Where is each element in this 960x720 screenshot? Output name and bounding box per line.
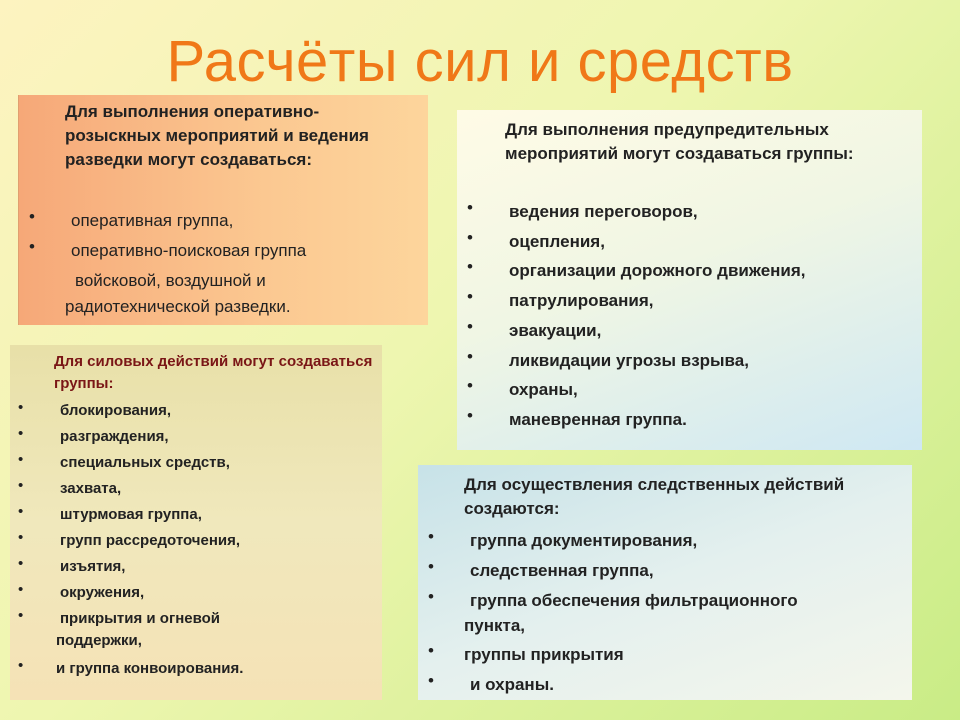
slide-title: Расчёты сил и средств bbox=[166, 29, 794, 94]
bullet-icon: • bbox=[29, 237, 35, 256]
force-item: и группа конвоирования. bbox=[56, 660, 244, 677]
bullet-icon: • bbox=[467, 317, 473, 336]
force-item: штурмовая группа, bbox=[60, 506, 202, 523]
force-heading: Для силовых действий могут создаваться группы: bbox=[54, 353, 373, 392]
force-item: блокирования, bbox=[60, 402, 172, 419]
investigative-item: группа обеспечения фильтрационного bbox=[470, 591, 798, 610]
bullet-icon: • bbox=[18, 425, 24, 442]
force-box bbox=[10, 345, 382, 700]
bullet-icon: • bbox=[18, 451, 24, 468]
preventive-item: ликвидации угрозы взрыва, bbox=[509, 351, 749, 370]
bullet-icon: • bbox=[18, 607, 24, 624]
force-item: прикрытия и огневой bbox=[60, 610, 221, 627]
preventive-item: организации дорожного движения, bbox=[509, 261, 806, 280]
bullet-icon: • bbox=[18, 581, 24, 598]
investigative-item: следственная группа, bbox=[470, 561, 654, 580]
preventive-item: охраны, bbox=[509, 380, 578, 399]
investigative-item: группы прикрытия bbox=[464, 645, 624, 664]
bullet-icon: • bbox=[18, 657, 24, 674]
force-item: групп рассредоточения, bbox=[60, 532, 241, 549]
bullet-icon: • bbox=[428, 671, 434, 690]
bullet-icon: • bbox=[467, 228, 473, 247]
bullet-icon: • bbox=[18, 555, 24, 572]
operative-heading: Для выполнения оперативно-розыскных мероприятий и ведения разведки могут создаваться: bbox=[65, 102, 369, 169]
operative-box bbox=[18, 95, 428, 325]
investigative-box bbox=[418, 465, 912, 700]
preventive-item: оцепления, bbox=[509, 232, 605, 251]
bullet-icon: • bbox=[18, 503, 24, 520]
force-item: поддержки, bbox=[56, 632, 142, 649]
preventive-item: эвакуации, bbox=[509, 321, 602, 340]
operative-item: оперативно-поисковая группа bbox=[71, 241, 307, 260]
bullet-icon: • bbox=[29, 207, 35, 226]
bullet-icon: • bbox=[18, 529, 24, 546]
force-item: изъятия, bbox=[60, 558, 126, 575]
bullet-icon: • bbox=[467, 406, 473, 425]
bullet-icon: • bbox=[467, 376, 473, 395]
bullet-icon: • bbox=[18, 477, 24, 494]
bullet-icon: • bbox=[18, 399, 24, 416]
bullet-icon: • bbox=[428, 557, 434, 576]
bullet-icon: • bbox=[428, 641, 434, 660]
preventive-item: ведения переговоров, bbox=[509, 202, 698, 221]
force-item: специальных средств, bbox=[60, 454, 230, 471]
bullet-icon: • bbox=[467, 198, 473, 217]
preventive-box bbox=[457, 110, 922, 450]
operative-item: войсковой, воздушной и bbox=[75, 271, 266, 290]
bullet-icon: • bbox=[467, 347, 473, 366]
bullet-icon: • bbox=[467, 287, 473, 306]
preventive-item: маневренная группа. bbox=[509, 410, 687, 429]
investigative-item: группа документирования, bbox=[470, 531, 698, 550]
force-item: разграждения, bbox=[60, 428, 169, 445]
bullet-icon: • bbox=[428, 587, 434, 606]
investigative-item: и охраны. bbox=[470, 675, 554, 694]
preventive-item: патрулирования, bbox=[509, 291, 654, 310]
investigative-heading: Для осуществления следственных действий создаются: bbox=[464, 475, 845, 518]
operative-item: оперативная группа, bbox=[71, 211, 234, 230]
investigative-item: пункта, bbox=[464, 616, 526, 635]
force-item: окружения, bbox=[60, 584, 145, 601]
bullet-icon: • bbox=[428, 527, 434, 546]
force-item: захвата, bbox=[60, 480, 122, 497]
bullet-icon: • bbox=[467, 257, 473, 276]
preventive-heading: Для выполнения предупредительных мероприятий могут создаваться группы: bbox=[505, 120, 854, 163]
operative-item: радиотехнической разведки. bbox=[65, 297, 291, 316]
